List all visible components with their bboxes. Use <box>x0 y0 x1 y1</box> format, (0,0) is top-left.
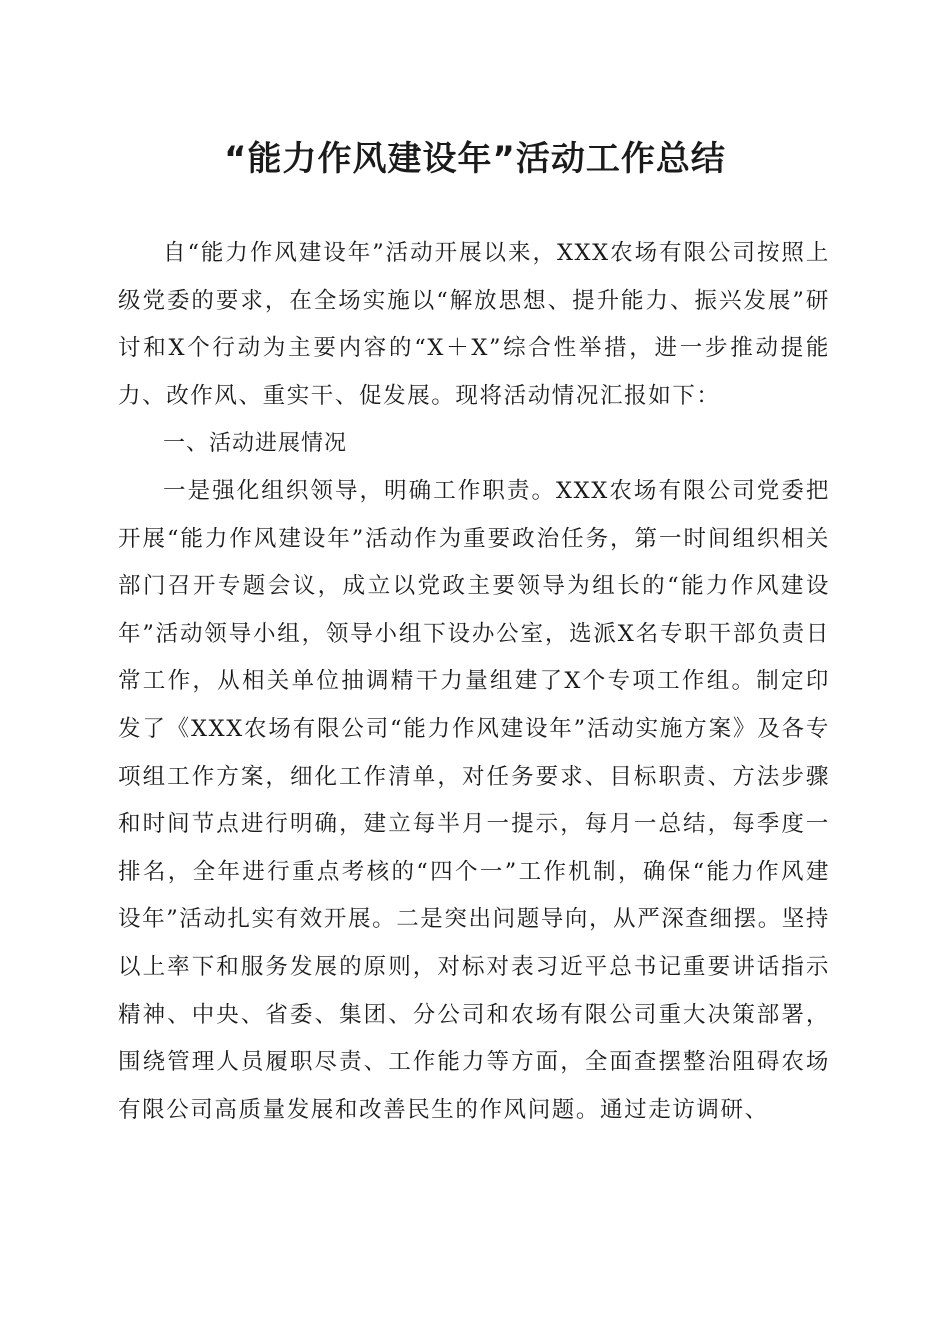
intro-paragraph: 自“能力作风建设年”活动开展以来，XXX农场有限公司按照上级党委的要求，在全场实施以“解放思想、提升能力、振兴发展”研讨和X个行动为主要内容的“X＋X”综合性举措，进一步推动提能力、改作风、重实干、促发展。现将活动情况汇报如下： <box>118 240 830 409</box>
section-1-lead: 一是强化组织领导，明确工作职责。 <box>163 477 557 504</box>
document-title: “能力作风建设年”活动工作总结 <box>224 139 726 179</box>
section-1-body: XXX农场有限公司党委把开展“能力作风建设年”活动作为重要政治任务，第一时间组织相关部门召开专题会议，成立以党政主要领导为组长的“能力作风建设年”活动领导小组，领导小组下设办公室，选派X名专职干部负责日常工作，从相关单位抽调精干力量组建了X个专项工作组。制定印发了《XXX农场有限公司“能力作风建设年”活动实施方案》及各专项组工作方案，细化工作清单，对任务要求、目标职责、方法步骤和时间节点进行明确，建立每半月一提示，每月一总结，每季度一排名，全年进行重点考核的“四个一”工作机制，确保“能力作风建设年”活动扎实有效开展。二是突出问题导向，从严深查细摆。坚持以上率下和服务发展的原则，对标对表习近平总书记重要讲话指示精神、中央、省委、集团、分公司和农场有限公司重大决策部署，围绕管理人员履职尽责、工作能力等方面，全面查摆整治阻碍农场有限公司高质量发展和改善民生的作风问题。通过走访调研、 <box>118 477 831 1123</box>
document-body <box>118 230 830 1134</box>
section-heading-1: 一、活动进展情况 <box>163 431 348 457</box>
section-1-paragraph <box>118 468 830 1134</box>
